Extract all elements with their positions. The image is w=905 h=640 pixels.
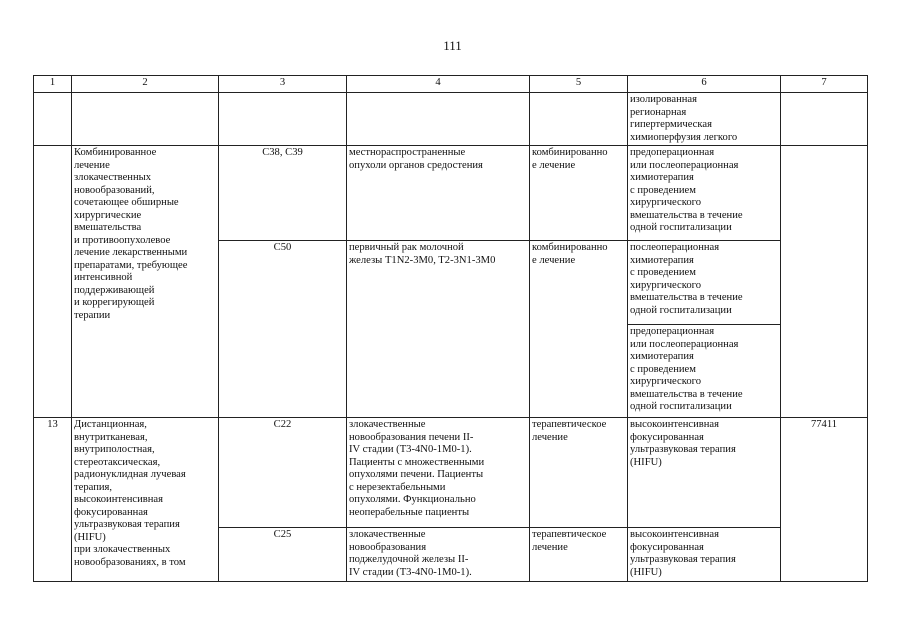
row-13-sub-1	[34, 418, 868, 528]
cont-code-cell	[219, 93, 347, 146]
header-cell-5: 5	[530, 76, 628, 93]
continuation-row	[34, 93, 868, 146]
group-a-type-1: комбинированно е лечение	[530, 146, 628, 241]
row-13-num-cell: 13	[34, 418, 72, 582]
group-a-code-1: C38, C39	[219, 146, 347, 241]
group-a-name-cell: Комбинированное лечение злокачественных новообразований, сочетающее обширные хирургические вмешательства и противоопухолевое лечение лекарственными препаратами, требующее интенсивной поддерживающей и коррегирующей терапии	[72, 146, 219, 418]
header-cell-3: 3	[219, 76, 347, 93]
row-13-method-1: высокоинтенсивная фокусированная ультразвуковая терапия (HIFU)	[628, 418, 781, 528]
cont-num-cell	[34, 93, 72, 146]
header-cell-4: 4	[347, 76, 530, 93]
row-13-type-2: терапевтическое лечение	[530, 528, 628, 582]
row-13-price-cell: 77411	[781, 418, 868, 582]
row-13-method-2: высокоинтенсивная фокусированная ультразвуковая терапия (HIFU)	[628, 528, 781, 582]
header-row	[34, 76, 868, 93]
group-a-type-2: комбинированно е лечение	[530, 241, 628, 418]
group-a-method-2a: послеоперационная химиотерапия с проведением хирургического вмешательства в течение одной госпитализации	[628, 241, 781, 325]
row-13-type-1: терапевтическое лечение	[530, 418, 628, 528]
cont-name-cell	[72, 93, 219, 146]
medical-services-table	[33, 75, 868, 582]
group-a-code-2: C50	[219, 241, 347, 418]
row-13-diagnosis-1: злокачественные новообразования печени II- IV стадии (T3-4N0-1M0-1). Пациенты с множественными опухолями печени. Пациенты с нерезектабельными опухолями. Функционально неоперабельные пациенты	[347, 418, 530, 528]
page-number: 111	[443, 38, 462, 53]
row-13-diagnosis-2: злокачественные новообразования поджелудочной железы II- IV стадии (T3-4N0-1M0-1).	[347, 528, 530, 582]
header-cell-7: 7	[781, 76, 868, 93]
cont-diagnosis-cell	[347, 93, 530, 146]
group-a-method-1: предоперационная или послеоперационная химиотерапия с проведением хирургического вмешательства в течение одной госпитализации	[628, 146, 781, 241]
row-13-code-1: C22	[219, 418, 347, 528]
group-a-method-2b: предоперационная или послеоперационная химиотерапия с проведением хирургического вмешательства в течение одной госпитализации	[628, 325, 781, 418]
row-13-name-cell: Дистанционная, внутритканевая, внутриполостная, стереотаксическая, радионуклидная лучевая терапия, высокоинтенсивная фокусированная ультразвуковая терапия (HIFU) при злокачественных новообразованиях, в том	[72, 418, 219, 582]
cont-method-cell: изолированная регионарная гипертермическая химиоперфузия легкого	[628, 93, 781, 146]
group-a-num-cell	[34, 146, 72, 418]
group-a-diagnosis-1: местнораспространенные опухоли органов средостения	[347, 146, 530, 241]
header-cell-6: 6	[628, 76, 781, 93]
header-cell-2: 2	[72, 76, 219, 93]
group-a-price-cell	[781, 146, 868, 418]
group-a-diagnosis-2: первичный рак молочной железы T1N2-3M0, T2-3N1-3M0	[347, 241, 530, 418]
cont-price-cell	[781, 93, 868, 146]
header-cell-1: 1	[34, 76, 72, 93]
group-a-row-1	[34, 146, 868, 241]
cont-type-cell	[530, 93, 628, 146]
row-13-code-2: C25	[219, 528, 347, 582]
